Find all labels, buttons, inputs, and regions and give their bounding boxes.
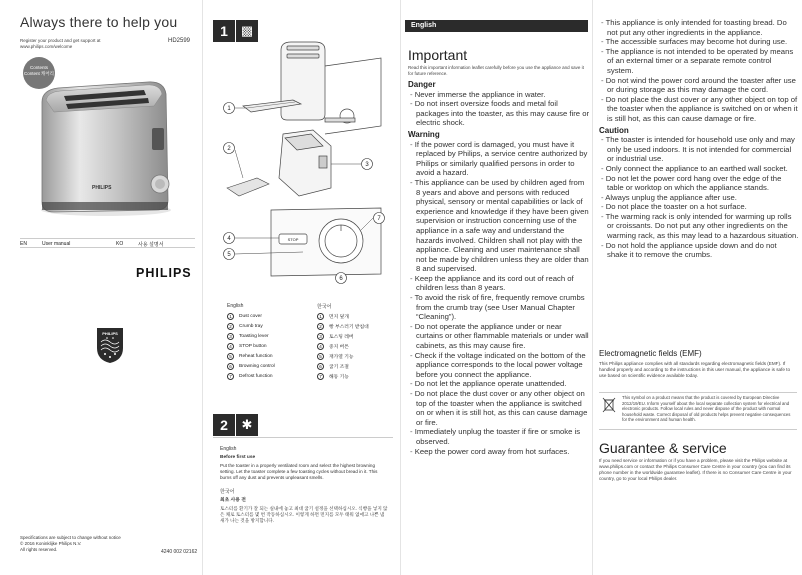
svg-text:PHILIPS: PHILIPS <box>102 331 118 336</box>
warning-item: - Do not wind the power cord around the toaster after use or during storage as this may damage the cord. <box>599 76 799 95</box>
philips-shield-logo <box>95 326 125 364</box>
spec-line-1: Specifications are subject to change without notice <box>20 535 121 540</box>
first-use-title-en: Before first use <box>220 455 256 460</box>
snowflake-icon: ✱ <box>236 414 258 436</box>
section-2-divider <box>213 437 393 438</box>
danger-heading: Danger <box>408 80 436 89</box>
emf-heading: Electromagnetic fields (EMF) <box>599 349 702 358</box>
important-subtext: Read this important information leaflet carefully before you use the appliance and save it for future reference. <box>408 65 584 76</box>
part-en-2: 2 Crumb tray <box>227 323 263 331</box>
contents-badge: Contents Content 캐어리 <box>23 57 55 89</box>
warning-item: - Do not place the dust cover or any other object on top of the toaster when the appliance is switched on or when it is still hot, as this can cause damage or fire. <box>408 389 590 427</box>
parts-head-ko: 한국어 <box>317 304 332 310</box>
warning-item: - The appliance is not intended to be operated by means of an external timer or a separate remote control system. <box>599 47 799 76</box>
product-diagram <box>213 38 393 288</box>
first-use-lang-en: English <box>220 446 237 452</box>
caution-item: - Do not let the power cord hang over the edge of the table or worktop on which the appliance stands. <box>599 174 799 193</box>
guarantee-text: If you need service or information or if you have a problem, please visit the Philips website at www.philips.com or contact the Philips Consumer Care Centre in your country (you can find its phone number in the worldwide guarantee leaflet). If there is no Consumer Care Centre in your country, go to your local Philips dealer. <box>599 458 792 481</box>
parts-head-en: English <box>227 303 244 309</box>
language-row <box>20 238 195 248</box>
first-use-lang-ko: 한국어 <box>220 489 235 495</box>
warning-item: - Do not let the appliance operate unattended. <box>408 379 590 389</box>
caution-item: - Always unplug the appliance after use. <box>599 193 799 203</box>
caution-item: - Do not place the toaster on a hot surface. <box>599 202 799 212</box>
caution-item: - The warming rack is only intended for warming up rolls or croissants. Do not put any other ingredients on the warming rack, as this may lead to a hazardous situation. <box>599 212 799 241</box>
part-en-3: 3 Toasting lever <box>227 333 269 341</box>
first-use-section <box>220 446 388 524</box>
warning-item: - This appliance can be used by children aged from 8 years and above and persons with reduced physical, sensory or mental capabilities or lack of experience and knowledge if they have been given supervision or instruction concerning use of the appliance in a safe way and understand the hazards involved. Children shall not play with the appliance. Cleaning and user maintenance shall not be made by children unless they are older than 8 and supervised. <box>408 178 590 274</box>
danger-item: - Never immerse the appliance in water. <box>408 90 590 100</box>
part-en-1: 1 Dust cover <box>227 313 262 321</box>
caution-heading: Caution <box>599 125 629 135</box>
guarantee-heading: Guarantee & service <box>599 440 727 456</box>
diagram-control-panel <box>271 208 381 276</box>
register-text: Register your product and get support at www.philips.com/welcome <box>20 38 101 49</box>
part-ko-3: 3 토스팅 레버 <box>317 333 354 341</box>
stop-label: STOP <box>287 237 299 242</box>
part-ko-6: 6 굽기 조절 <box>317 363 349 371</box>
part-en-5: 5 Reheat function <box>227 353 273 361</box>
callout-4: 4 <box>227 236 231 243</box>
warning-item: - This appliance is only intended for toasting bread. Do not put any other ingredients in the appliance. <box>599 18 799 37</box>
first-use-title-ko: 최초 사용 전 <box>220 498 246 503</box>
lang-ko-code: KO <box>116 241 124 247</box>
warning-heading: Warning <box>408 129 440 139</box>
warning-item: - Keep the power cord away from hot surfaces. <box>408 447 590 457</box>
part-ko-5: 5 재가열 기능 <box>317 353 354 361</box>
part-ko-4: 4 중지 버튼 <box>317 343 349 351</box>
first-use-text-en: Put the toaster in a properly ventilated room and select the highest browning setting. Let the toaster complete a few toasting cycles without bread in it. This burns off any dust and prevents unpleasant smells. <box>220 463 378 480</box>
svg-text:PHILIPS: PHILIPS <box>92 185 112 191</box>
toaster-photo <box>28 62 178 222</box>
diagram-toaster-top <box>281 42 381 134</box>
callout-1: 1 <box>227 106 231 113</box>
lang-ko-label: 사용 설명서 <box>138 242 164 248</box>
important-heading: Important <box>408 47 468 63</box>
safety-text-column-4 <box>599 18 799 260</box>
english-tab: English <box>405 20 588 32</box>
document-code: 4240 002 02162 <box>161 549 198 555</box>
philips-wordmark: PHILIPS <box>136 266 192 280</box>
part-ko-7: 7 해동 기능 <box>317 373 349 381</box>
lang-en-code: EN <box>20 241 27 247</box>
diagram-crumb-tray <box>227 178 269 196</box>
diagram-toaster-middle <box>279 130 331 196</box>
environment-text: This symbol on a product means that the product is covered by European Directive 2012/19/EU. Inform yourself about the local separate collection system for electrical and electronic products. Follow local rules and never dispose of the product with normal household waste. Correct disposal of old products helps prevent negative consequences for the environment and human health. <box>622 395 791 422</box>
warning-item: - Immediately unplug the toaster if fire or smoke is observed. <box>408 427 590 446</box>
crossed-bin-icon <box>602 397 616 413</box>
warning-item: - Do not place the dust cover or any other object on top of the toaster when the appliance is switched on or when it is still hot, as this can cause damage or fire. <box>599 95 799 124</box>
emf-text: This Philips appliance complies with all standards regarding electromagnetic fields (EMF). If handled properly and according to the instructions in this user manual, the appliance is safe to use based on scientific evidence available today. <box>599 361 791 378</box>
caution-item: - Only connect the appliance to an earthed wall socket. <box>599 164 799 174</box>
book-icon: ▩ <box>236 20 258 42</box>
warning-item: - The accessible surfaces may become hot during use. <box>599 37 799 47</box>
cover-title: Always there to help you <box>20 14 178 30</box>
lang-en-label: User manual <box>42 241 71 247</box>
section-2-number: 2 <box>213 414 235 436</box>
caution-item: - Do not hold the appliance upside down and do not shake it to remove the crumbs. <box>599 241 799 260</box>
part-ko-2: 2 빵 부스러기 받침대 <box>317 323 369 331</box>
callout-2: 2 <box>227 146 231 153</box>
callout-5: 5 <box>227 252 231 259</box>
part-en-7: 7 Defrost function <box>227 373 273 381</box>
danger-item: - Do not insert oversize foods and metal foil packages into the toaster, as this may cause fire or electric shock. <box>408 99 590 128</box>
part-en-6: 6 Browning control <box>227 363 275 371</box>
caution-item: - The toaster is intended for household use only and may only be used indoors. It is not intended for commercial or industrial use. <box>599 135 799 164</box>
section-1-number: 1 <box>213 20 235 42</box>
callout-3: 3 <box>365 162 369 169</box>
spec-line-3: All rights reserved. <box>20 547 58 552</box>
environment-box <box>599 392 797 430</box>
warning-item: - To avoid the risk of fire, frequently remove crumbs from the crumb tray (see User Manual Chapter “Cleaning”). <box>408 293 590 322</box>
callout-7: 7 <box>377 216 381 223</box>
safety-text-column-3 <box>408 80 590 456</box>
warning-item: - If the power cord is damaged, you must have it replaced by Philips, a service centre authorized by Philips or similarly qualified persons in order to avoid a hazard. <box>408 140 590 178</box>
part-ko-1: 1 먼지 덮개 <box>317 313 349 321</box>
model-number: HD2599 <box>168 38 191 44</box>
first-use-text-ko: 토스터를 환기가 잘 되는 실내에 놓고 최대 굽기 설정을 선택하십시오. 식빵을 넣지 않은 채로 토스터를 몇 번 작동하십시오. 이렇게 하면 먼지를 모두 태워 없애고 나쁜 냄새가 나는 것을 방지합니다. <box>220 506 388 523</box>
warning-item: - Do not operate the appliance under or near curtains or other flammable materials or under wall cabinets, as this may cause fire. <box>408 322 590 351</box>
spec-notice <box>20 535 140 553</box>
warning-item: - Check if the voltage indicated on the bottom of the appliance corresponds to the local power voltage before you connect the appliance. <box>408 351 590 380</box>
warning-item: - Keep the appliance and its cord out of reach of children less than 8 years. <box>408 274 590 293</box>
callout-6: 6 <box>339 276 343 283</box>
part-en-4: 4 STOP button <box>227 343 267 351</box>
spec-line-2: © 2016 Koninklijke Philips N.V. <box>20 541 82 546</box>
